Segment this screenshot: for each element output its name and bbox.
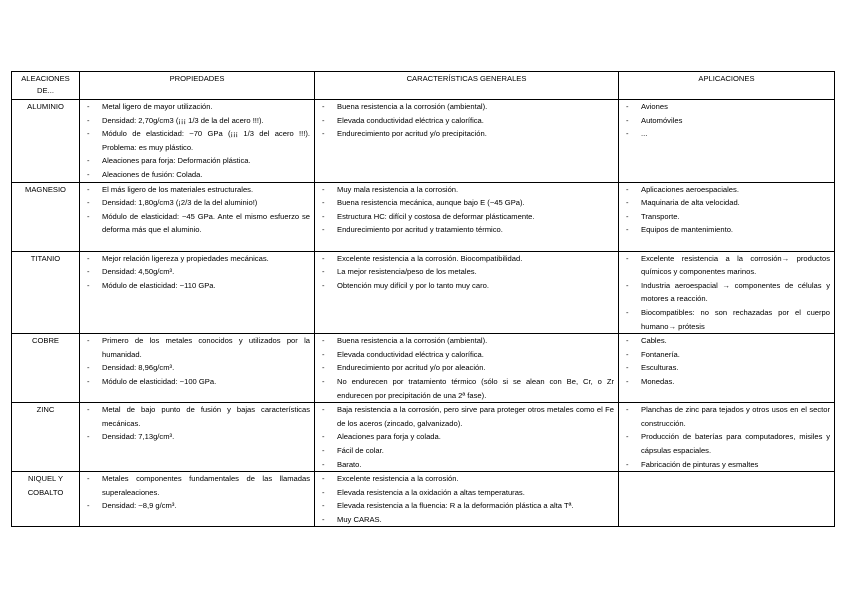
list-item: - Fabricación de pinturas y esmaltes xyxy=(623,458,830,472)
caracteristicas-list xyxy=(319,403,614,471)
list-item: - Endurecimiento por acritud y tratamiento térmico. xyxy=(319,223,614,237)
header-row xyxy=(12,72,835,100)
list-item: - Buena resistencia mecánica, aunque bajo E (~45 GPa). xyxy=(319,196,614,210)
aplicaciones-list xyxy=(623,252,830,334)
caracteristicas-cell xyxy=(315,472,619,527)
list-item: - Cables. xyxy=(623,334,830,348)
list-item: - Densidad: ~8,9 g/cm³. xyxy=(84,499,310,513)
alloys-table xyxy=(11,71,835,527)
list-item: - Excelente resistencia a la corrosión→ productos químicos y componentes marinos. xyxy=(623,252,830,279)
list-item: - Baja resistencia a la corrosión, pero sirve para proteger otros metales como el Fe de los aceros (zincado, galvanizado). xyxy=(319,403,614,430)
propiedades-list xyxy=(84,403,310,444)
table-row xyxy=(12,100,835,183)
list-item: - Endurecimiento por acritud y/o precipitación. xyxy=(319,127,614,141)
list-item: - Automóviles xyxy=(623,114,830,128)
aplicaciones-cell xyxy=(619,334,835,403)
list-item: - Esculturas. xyxy=(623,361,830,375)
list-item: - Monedas. xyxy=(623,375,830,389)
list-item: - Elevada resistencia a la oxidación a altas temperaturas. xyxy=(319,486,614,500)
list-item: - Planchas de zinc para tejados y otros usos en el sector construcción. xyxy=(623,403,830,430)
propiedades-cell xyxy=(80,182,315,251)
aplicaciones-cell xyxy=(619,182,835,251)
table-row xyxy=(12,334,835,403)
propiedades-cell xyxy=(80,403,315,472)
list-item: - Barato. xyxy=(319,458,614,472)
list-item: - Buena resistencia a la corrosión (ambiental). xyxy=(319,334,614,348)
propiedades-list xyxy=(84,472,310,513)
list-item: - Estructura HC: difícil y costosa de deformar plásticamente. xyxy=(319,210,614,224)
list-item: - Densidad: 8,96g/cm³. xyxy=(84,361,310,375)
list-item: - Densidad: 2,70g/cm3 (¡¡¡ 1/3 de la del acero !!!). xyxy=(84,114,310,128)
list-item: - Muy CARAS. xyxy=(319,513,614,527)
caracteristicas-cell xyxy=(315,100,619,183)
list-item: - El más ligero de los materiales estructurales. xyxy=(84,183,310,197)
list-item: - Metal de bajo punto de fusión y bajas características mecánicas. xyxy=(84,403,310,430)
list-item: - Biocompatibles: no son rechazadas por el cuerpo humano→ prótesis xyxy=(623,306,830,333)
list-item: - Densidad: 4,50g/cm³. xyxy=(84,265,310,279)
header-aplicaciones: APLICACIONES xyxy=(619,72,835,100)
alloy-name: ALUMINIO xyxy=(12,100,80,183)
caracteristicas-list xyxy=(319,183,614,237)
caracteristicas-list xyxy=(319,100,614,141)
table-row xyxy=(12,403,835,472)
list-item: - ... xyxy=(623,127,830,141)
list-item: - La mejor resistencia/peso de los metales. xyxy=(319,265,614,279)
table-row xyxy=(12,182,835,251)
header-caracteristicas: CARACTERÍSTICAS GENERALES xyxy=(315,72,619,100)
list-item: - Aleaciones de fusión: Colada. xyxy=(84,168,310,182)
propiedades-list xyxy=(84,334,310,388)
list-item: - Densidad: 1,80g/cm3 (¡2/3 de la del aluminio!) xyxy=(84,196,310,210)
alloy-name: NIQUEL Y COBALTO xyxy=(12,472,80,527)
list-item: - Módulo de elasticidad: ~70 GPa (¡¡¡ 1/3 del acero !!!). Problema: es muy plástico. xyxy=(84,127,310,154)
caracteristicas-list xyxy=(319,334,614,402)
aplicaciones-cell xyxy=(619,251,835,334)
caracteristicas-list xyxy=(319,252,614,293)
aplicaciones-list xyxy=(623,183,830,237)
alloy-name: TITANIO xyxy=(12,251,80,334)
aplicaciones-list xyxy=(623,403,830,471)
caracteristicas-cell xyxy=(315,403,619,472)
propiedades-cell xyxy=(80,251,315,334)
list-item: - Módulo de elasticidad: ~45 GPa. Ante el mismo esfuerzo se deforma más que el aluminio. xyxy=(84,210,310,237)
table-row xyxy=(12,251,835,334)
list-item: - Módulo de elasticidad: ~110 GPa. xyxy=(84,279,310,293)
list-item: - Fontanería. xyxy=(623,348,830,362)
list-item: - Maquinaria de alta velocidad. xyxy=(623,196,830,210)
aplicaciones-cell xyxy=(619,403,835,472)
list-item: - Primero de los metales conocidos y utilizados por la humanidad. xyxy=(84,334,310,361)
header-propiedades: PROPIEDADES xyxy=(80,72,315,100)
propiedades-list xyxy=(84,100,310,182)
header-aleaciones: ALEACIONES DE... xyxy=(12,72,80,100)
caracteristicas-cell xyxy=(315,334,619,403)
propiedades-list xyxy=(84,183,310,237)
aplicaciones-list xyxy=(623,100,830,141)
list-item: - Aleaciones para forja y colada. xyxy=(319,430,614,444)
list-item: - Aviones xyxy=(623,100,830,114)
caracteristicas-cell xyxy=(315,182,619,251)
list-item: - Elevada conductividad eléctrica y calorífica. xyxy=(319,114,614,128)
list-item: - Aplicaciones aeroespaciales. xyxy=(623,183,830,197)
list-item: - Aleaciones para forja: Deformación plástica. xyxy=(84,154,310,168)
list-item: - Elevada resistencia a la fluencia: R a la deformación plástica a alta Tª. xyxy=(319,499,614,513)
caracteristicas-cell xyxy=(315,251,619,334)
list-item: - Metales componentes fundamentales de las llamadas superaleaciones. xyxy=(84,472,310,499)
list-item: - Elevada conductividad eléctrica y calorífica. xyxy=(319,348,614,362)
propiedades-cell xyxy=(80,334,315,403)
alloy-name: ZINC xyxy=(12,403,80,472)
list-item: - Transporte. xyxy=(623,210,830,224)
list-item: - Metal ligero de mayor utilización. xyxy=(84,100,310,114)
aplicaciones-cell xyxy=(619,100,835,183)
table-row xyxy=(12,472,835,527)
list-item: - Endurecimiento por acritud y/o por aleación. xyxy=(319,361,614,375)
list-item: - Excelente resistencia a la corrosión. xyxy=(319,472,614,486)
aplicaciones-cell xyxy=(619,472,835,527)
list-item: - Obtención muy difícil y por lo tanto muy caro. xyxy=(319,279,614,293)
list-item: - Muy mala resistencia a la corrosión. xyxy=(319,183,614,197)
list-item: - Industria aeroespacial → componentes de células y motores a reacción. xyxy=(623,279,830,306)
list-item: - Equipos de mantenimiento. xyxy=(623,223,830,237)
list-item: - Mejor relación ligereza y propiedades mecánicas. xyxy=(84,252,310,266)
propiedades-cell xyxy=(80,472,315,527)
propiedades-list xyxy=(84,252,310,293)
list-item: - Fácil de colar. xyxy=(319,444,614,458)
alloy-name: COBRE xyxy=(12,334,80,403)
list-item: - Producción de baterías para computadores, misiles y cápsulas espaciales. xyxy=(623,430,830,457)
list-item: - No endurecen por tratamiento térmico (sólo si se alean con Be, Cr, o Zr endurecen por precipitación de una 2ª fase). xyxy=(319,375,614,402)
list-item: - Buena resistencia a la corrosión (ambiental). xyxy=(319,100,614,114)
list-item: - Excelente resistencia a la corrosión. Biocompatibilidad. xyxy=(319,252,614,266)
aplicaciones-list xyxy=(623,334,830,388)
alloy-name: MAGNESIO xyxy=(12,182,80,251)
list-item: - Densidad: 7,13g/cm³. xyxy=(84,430,310,444)
caracteristicas-list xyxy=(319,472,614,526)
propiedades-cell xyxy=(80,100,315,183)
list-item: - Módulo de elasticidad: ~100 GPa. xyxy=(84,375,310,389)
